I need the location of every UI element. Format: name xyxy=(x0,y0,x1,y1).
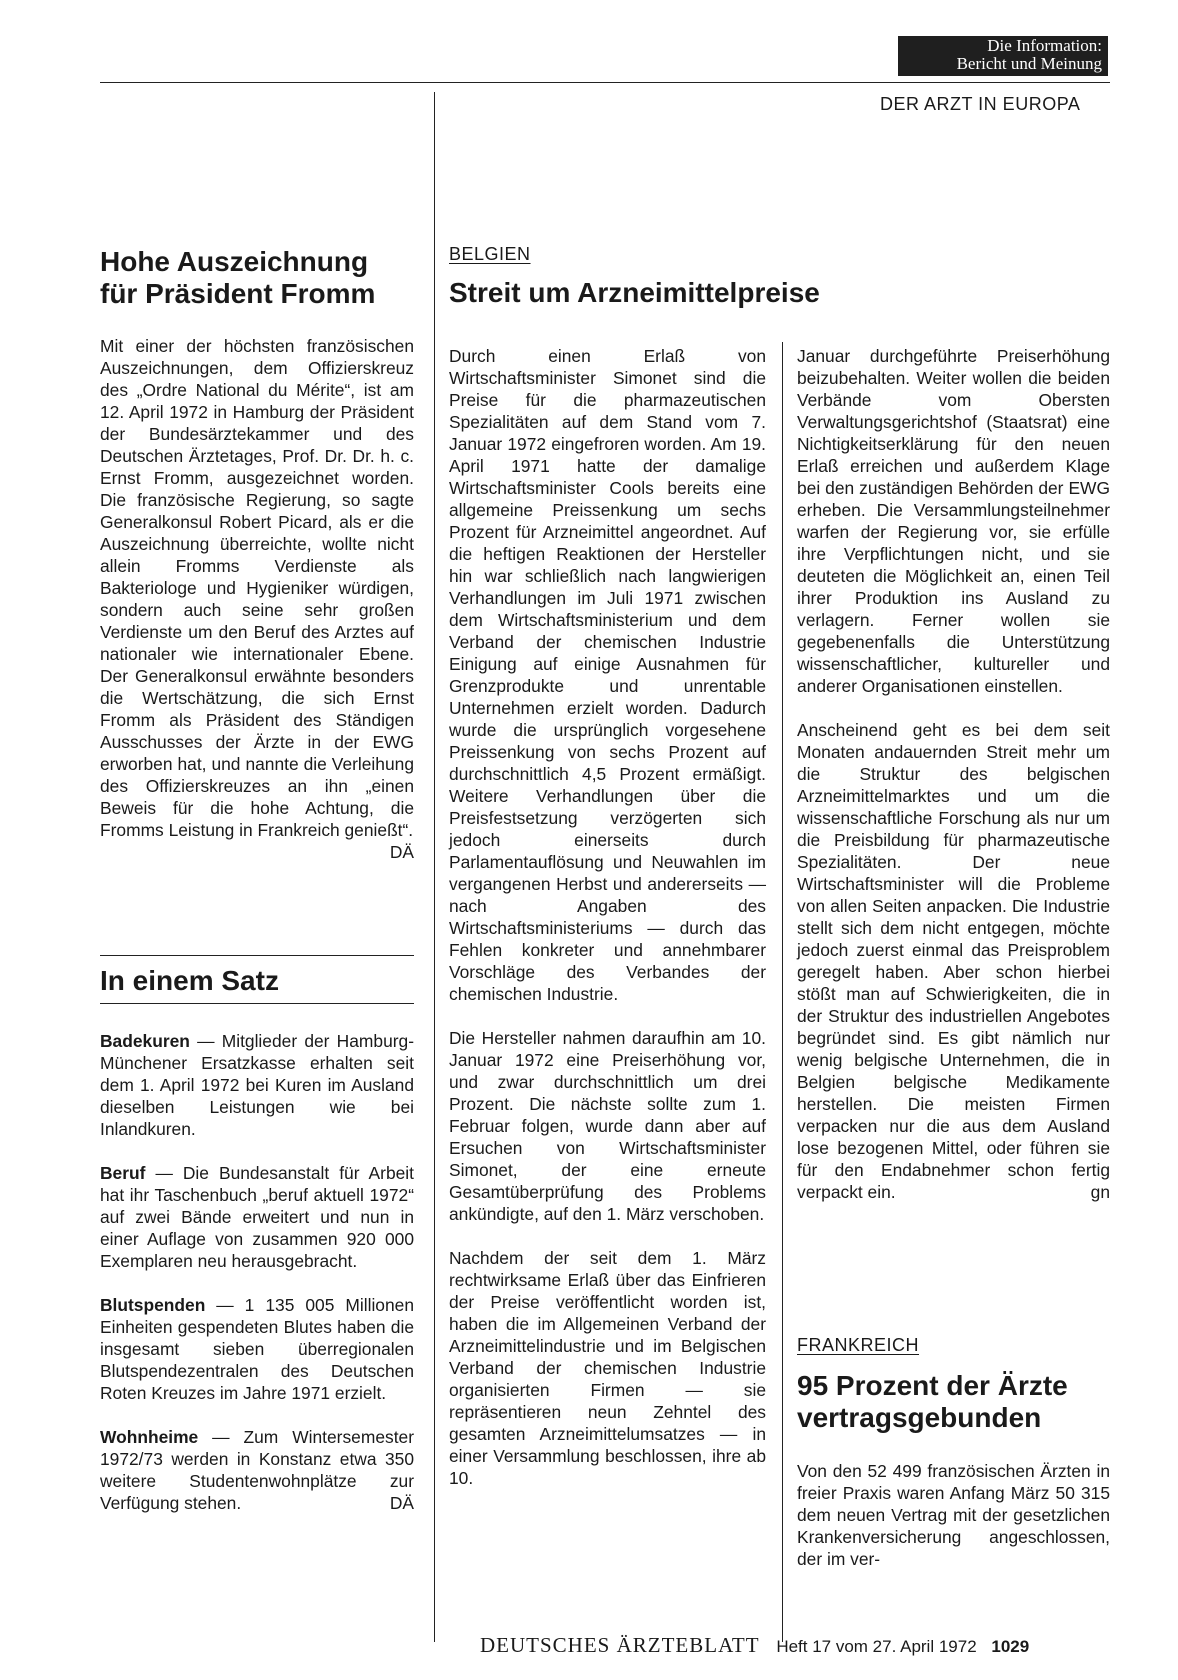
article-title-frankreich xyxy=(797,1370,1068,1434)
title-line-2: für Präsident Fromm xyxy=(100,278,376,309)
article-title-belgien: Streit um Arzneimittelpreise xyxy=(449,277,820,308)
article-body-frankreich xyxy=(797,1460,1110,1570)
article-body-belgien-col1 xyxy=(449,345,766,1489)
article-body-in-einem-satz xyxy=(100,1030,414,1514)
news-key: Beruf xyxy=(100,1163,146,1183)
signature: gn xyxy=(1090,1182,1110,1202)
news-key: Wohnheime xyxy=(100,1427,199,1447)
rule-top-in-einem-satz xyxy=(100,955,414,956)
news-key: Blutspenden xyxy=(100,1295,206,1315)
column-divider-left xyxy=(434,92,435,1642)
news-text: — Mitglieder der Hamburg-Münchener Ersatzkasse erhalten seit dem 1. April 1972 bei Kuren im Ausland dieselben Leistungen wie bei Inlandkuren. xyxy=(100,1031,414,1139)
title-line-2: vertragsgebunden xyxy=(797,1402,1042,1433)
rule-bottom-in-einem-satz xyxy=(100,1003,414,1004)
paragraph: Nachdem der seit dem 1. März rechtwirksame Erlaß über das Einfrieren der Preise veröffentlicht worden ist, haben die im Allgemeinen Verband der Arzneimittelindustrie und im Belgischen Verband der chemischen Industrie organisierten Firmen — sie repräsentieren neun Zehntel des gesamten Arzneimittelumsatzes — in einer Versammlung beschlossen, ihre ab 10. xyxy=(449,1248,766,1488)
issue-info: Heft 17 vom 27. April 1972 xyxy=(776,1637,977,1656)
header-rule xyxy=(100,82,1110,83)
paragraph-final xyxy=(797,719,1110,1203)
news-text: — Die Bundesanstalt für Arbeit hat ihr Taschenbuch „beruf aktuell 1972“ auf zwei Bände erweitert und nun in einer Auflage von zusammen 920 000 Exemplaren neu herausgebracht. xyxy=(100,1163,414,1271)
badge-line-2: Bericht und Meinung xyxy=(956,54,1102,73)
signature: DÄ xyxy=(389,1493,414,1513)
signature: DÄ xyxy=(389,842,414,862)
paragraph: Januar durchgeführte Preiserhöhung beizubehalten. Weiter wollen die beiden Verbände vom Obersten Verwaltungsgerichtshof (Staatsrat) eine Nichtigkeitserklärung für den neuen Erlaß erreichen und außerdem Klage bei den zuständigen Behörden der EWG erheben. Die Versammlungsteilnehmer warfen der Regierung vor, sie erfülle ihre Verpflichtungen nicht, und sie deuteten die Möglichkeit an, einen Teil ihrer Produktion ins Ausland zu verlagern. Ferner wollen sie gegebenenfalls die Unterstützung wissenschaftlicher, kultureller und anderer Organisationen einstellen. xyxy=(797,346,1110,696)
section-label: DER ARZT IN EUROPA xyxy=(880,94,1081,114)
paragraph: Die Hersteller nahmen daraufhin am 10. Januar 1972 eine Preiserhöhung vor, und zwar durchschnittlich um drei Prozent. Die nächste sollte zum 1. Februar folgen, wurde dann aber auf Ersuchen von Wirtschaftsminister Simonet, der eine erneute Gesamtüberprüfung des Problems ankündigte, auf den 1. März verschoben. xyxy=(449,1028,766,1224)
masthead: DEUTSCHES ÄRZTEBLATT xyxy=(480,1633,760,1657)
page-number: 1029 xyxy=(991,1637,1030,1656)
news-item-badekuren xyxy=(100,1030,414,1140)
page-footer xyxy=(480,1633,1029,1658)
news-text: — Zum Wintersemester 1972/73 werden in Konstanz etwa 350 weitere Studentenwohnplätze zur Verfügung stehen. xyxy=(100,1427,414,1513)
section-badge xyxy=(898,36,1108,76)
news-item-blutspenden xyxy=(100,1294,414,1404)
paragraph: Durch einen Erlaß von Wirtschaftsminister Simonet sind die Preise für die pharmazeutischen Spezialitäten auf dem Stand vom 7. Januar 1972 eingefroren worden. Am 19. April 1971 hatte der damalige Wirtschaftsminister Cools bereits eine allgemeine Preissenkung um sechs Prozent für Arzneimittel angeordnet. Auf die heftigen Reaktionen der Hersteller hin war schließlich nach langwierigen Verhandlungen im Juli 1971 zwischen dem Wirtschaftsministerium und dem Verband der chemischen Industrie Einigung auf einige Ausnahmen für Grenzprodukte und unrentable Unternehmen erzielt worden. Dadurch wurde die ursprünglich vorgesehene Preissenkung von sechs Prozent auf durchschnittlich 4,5 Prozent ermäßigt. Weitere Verhandlungen über die Preisfestsetzung verzögerten sich jedoch einerseits durch Parlamentauflösung und Neuwahlen im vergangenen Herbst und andererseits — nach Angaben des Wirtschaftsministeriums — durch das Fehlen konkreter und annehmbarer Vorschläge des Verbandes der chemischen Industrie. xyxy=(449,346,766,1004)
country-label-belgien: BELGIEN xyxy=(449,244,531,264)
column-divider-right xyxy=(782,342,783,1642)
paragraph-text: Anscheinend geht es bei dem seit Monaten andauernden Streit mehr um die Struktur des belgischen Arzneimittelmarktes und um die wissenschaftliche Forschung als nur um die Preisbildung für pharmazeutische Spezialitäten. Der neue Wirtschaftsminister will die Probleme von allen Seiten anpacken. Die Industrie stellt sich dem nicht entgegen, möchte jedoch zuerst einmal das Preisproblem geregelt haben. Aber schon hierbei stößt man auf Schwierigkeiten, die in der Struktur des industriellen Angebotes begründet sind. Es gibt nämlich nur wenig belgische Unternehmen, die in Belgien belgische Medikamente herstellen. Die meisten Firmen verpacken nur die aus dem Ausland lose bezogenen Mittel, oder führen sie für den Endabnehmer schon fertig verpackt ein. xyxy=(797,720,1110,1202)
article-title-in-einem-satz: In einem Satz xyxy=(100,965,279,996)
news-item-beruf xyxy=(100,1162,414,1272)
news-key: Badekuren xyxy=(100,1031,190,1051)
title-line-1: 95 Prozent der Ärzte xyxy=(797,1370,1068,1401)
paragraph: Von den 52 499 französischen Ärzten in freier Praxis waren Anfang März 50 315 dem neuen Vertrag mit der gesetzlichen Krankenversicherung angeschlossen, der im ver- xyxy=(797,1461,1110,1569)
badge-line-1: Die Information: xyxy=(987,36,1102,55)
news-text: — 1 135 005 Millionen Einheiten gespendeten Blutes haben die insgesamt sieben überregionalen Blutspendezentralen des Deutschen Roten Kreuzes im Jahre 1971 erzielt. xyxy=(100,1295,414,1403)
article-text: Mit einer der höchsten französischen Auszeichnungen, dem Offizierskreuz des „Ordre National du Mérite“, ist am 12. April 1972 in Hamburg der Präsident der Bundesärztekammer und des Deutschen Ärztetages, Prof. Dr. Dr. h. c. Ernst Fromm, ausgezeichnet worden. Die französische Regierung, so sagte Generalkonsul Robert Picard, als er die Auszeichnung überreichte, wollte nicht allein Fromms Verdienste als Bakteriologe und Hygieniker würdigen, sondern auch seine sehr großen Verdienste um den Beruf des Arztes auf nationaler wie internationaler Ebene. Der Generalkonsul erwähnte besonders die Wertschätzung, die sich Ernst Fromm als Präsident des Ständigen Ausschusses der Ärzte in der EWG erworben hat, und nannte die Verleihung des Offizierskreuzes an ihn „einen Beweis für die hohe Achtung, die Fromms Leistung in Frankreich genießt“. xyxy=(100,336,414,840)
news-item-wohnheime xyxy=(100,1426,414,1514)
title-line-1: Hohe Auszeichnung xyxy=(100,246,369,277)
article-body-belgien-col2 xyxy=(797,345,1110,1203)
article-title-fromm xyxy=(100,246,375,310)
country-label-frankreich: FRANKREICH xyxy=(797,1335,920,1355)
article-body-fromm xyxy=(100,335,414,863)
